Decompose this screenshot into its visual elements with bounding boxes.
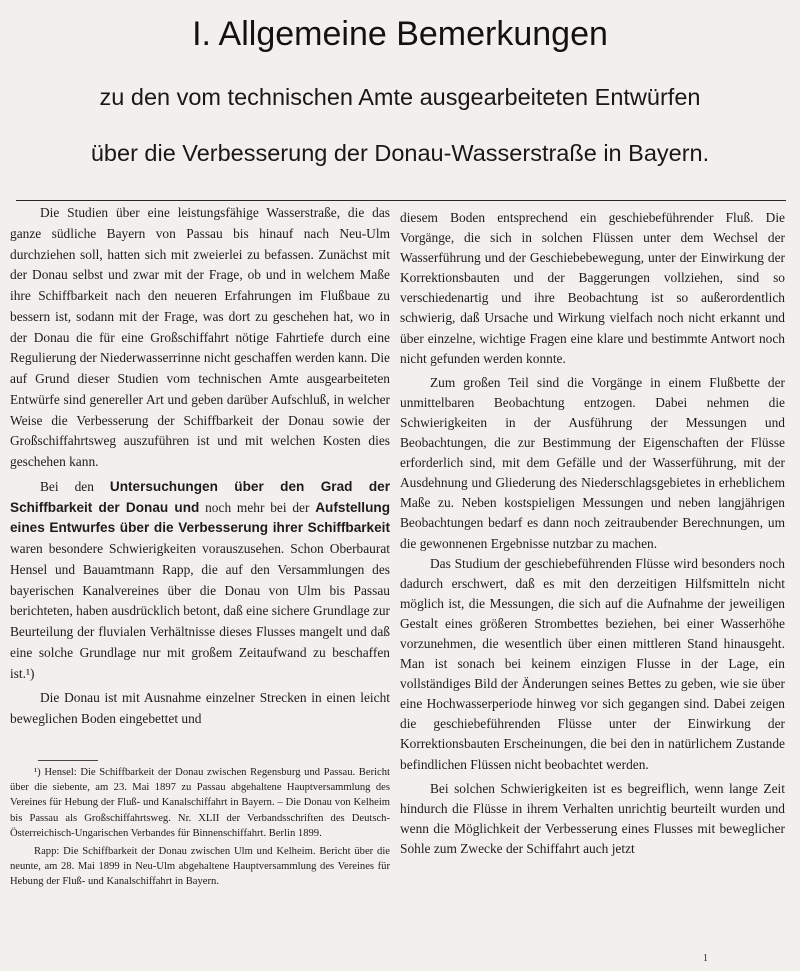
subtitle-line-1: zu den vom technischen Amte ausgearbeiteten Entwürfen: [99, 84, 701, 110]
footnote-1: ¹) Hensel: Die Schiffbarkeit der Donau zwischen Regensburg und Passau. Bericht über die siebente, am 23. Mai 1897 zu Passau abgehaltene Hauptversammlung des Vereines für Hebung der Fluß- und Kanalschiffahrt in Bayern. – Die Donau von Kelheim bis Passau als Großschiffahrtsweg. Nr. XLII der Verbandsschriften des Deutsch-Österreichisch-Ungarischen Verbandes für Binnenschiffahrt. Berlin 1899.: [10, 767, 390, 839]
page-title: I. Allgemeine Bemerkungen: [192, 15, 608, 53]
left-paragraph-3: Die Donau ist mit Ausnahme einzelner Strecken in einen leicht beweglichen Boden eingebettet und: [10, 690, 390, 726]
left-paragraph-1: Die Studien über eine leistungsfähige Wasserstraße, die das ganze südliche Bayern von Passau bis hinauf nach Neu-Ulm durchziehen soll, hatten sich mit zweierlei zu befassen. Zunächst mit der Donau selbst und zwar mit der Frage, ob und in welchem Maße ihre Schiffbarkeit nach den neueren Erfahrungen im Flußbaue zu bessern ist, sodann mit der Frage, was dort zu geschehen hat, wo in der Donau die für eine Großschiffahrt nötige Fahrtiefe durch eine Regulierung der Niederwasserrinne nicht geschaffen werden kann. Die auf Grund dieser Studien vom technischen Amte ausgearbeiteten Entwürfe sind genereller Art und geben darüber Aufschluß, in welcher Weise die Verbesserung der Schiffbarkeit der Donau sowie der Großschiffahrtsweg auszuführen ist und mit welchen Kosten dies geschehen kann.: [10, 205, 390, 469]
right-paragraph-4: Bei solchen Schwierigkeiten ist es begreiflich, wenn lange Zeit hindurch die Flüsse in ihrem Verhalten unrichtig beurteilt wurden und wenn die Möglichkeit der Verbesserung eines Flusses mit beweglicher Sohle zum Zwecke der Schiffahrt auch jetzt: [400, 780, 785, 856]
left-column: [10, 203, 390, 730]
subtitle-line-2: über die Verbesserung der Donau-Wasserstraße in Bayern.: [90, 140, 710, 166]
right-column: [400, 208, 785, 859]
left-paragraph-2-bold-2: Aufstellung eines Entwurfes über die Verbesserung ihrer Schiffbarkeit: [10, 499, 390, 536]
left-paragraph-2: [10, 477, 390, 685]
right-paragraph-3: Das Studium der geschiebeführenden Flüsse wird besonders noch dadurch erschwert, daß es mit den derzeitigen Hilfsmitteln nicht möglich ist, die Messungen, die sich auf die Aufnahme der jeweiligen Gestalt eines größeren Strombettes beziehen, bei einer Wasserhöhe vorzunehmen, die wesentlich über einen mittleren Stand hinausgeht. Man ist sonach bei keinem einzigen Flusse in der Lage, ein vollständiges Bild der Änderungen seines Bettes zu geben, wie sie über eine Hochwasserperiode hinweg vor sich gegangen sind. Dabei zeigen die geschiebeführenden Flüsse unter der Einwirkung der Korrektionsbauten Erscheinungen, die bei den in natürlichem Zustande befindlichen Flüssen nicht beobachtet werden.: [400, 555, 785, 772]
page-number: 1: [703, 953, 708, 964]
left-paragraph-2-text-a: Bei den: [40, 478, 110, 494]
right-paragraph-1: diesem Boden entsprechend ein geschiebeführender Fluß. Die Vorgänge, die sich in solchen Flüssen unter dem Wechsel der Wasserführung und der Geschiebebewegung, unter der Einwirkung der Korrektionsbauten und der Baggerungen vollziehen, sind so verschiedenartig und ihre Beobachtung ist so außerordentlich schwierig, daß Ursache und Wirkung vielfach noch nicht erkannt und über einzelne, wichtige Fragen eine klare und bestimmte Antwort noch nicht gefunden werden konnte.: [400, 210, 785, 366]
left-paragraph-2-text-c: waren besondere Schwierigkeiten vorauszusehen. Schon Oberbaurat Hensel und Bauamtmann Rapp, die auf den Versammlungen des bayerischen Kanalvereines über die Donau von Ulm bis Passau berichteten, haben ausdrücklich betont, daß eine sichere Grundlage zur Beurteilung der fluvialen Verhältnisse dieses Flusses mangelt und daß eine solche Grundlage nur mit großem Zeitaufwand zu beschaffen ist.¹): [10, 541, 390, 681]
footnote-2: Rapp: Die Schiffbarkeit der Donau zwischen Ulm und Kelheim. Bericht über die neunte, am 28. Mai 1899 in Neu-Ulm abgehaltene Hauptversammlung des Vereines für Hebung der Fluß- und Kanalschiffahrt in Bayern.: [10, 846, 390, 888]
footnotes: [10, 765, 390, 890]
left-paragraph-2-text-b: noch mehr bei der: [199, 499, 316, 515]
heading-rule: [16, 200, 786, 201]
right-paragraph-2: Zum großen Teil sind die Vorgänge in einem Flußbette der unmittelbaren Beobachtung entzogen. Dabei nehmen die Schwierigkeiten in der Ausführung der Messungen und Beobachtungen, die zur Bestimmung der Eigenschaften der Flüsse erforderlich sind, mit dem Gefälle und der Wasserführung, mit der Ausdehnung und Gliederung des Niederschlagsgebietes in erheblichem Maße zu. Neben kostspieligen Messungen und neben langjährigen Beobachtungen bedarf es dann noch zeitraubender Berechnungen, um die gewonnenen Ergebnisse nutzbar zu machen.: [400, 374, 785, 551]
left-paragraph-2-bold-1: Untersuchungen über den Grad der Schiffbarkeit der Donau und: [10, 478, 390, 515]
footnote-rule: [38, 760, 98, 761]
